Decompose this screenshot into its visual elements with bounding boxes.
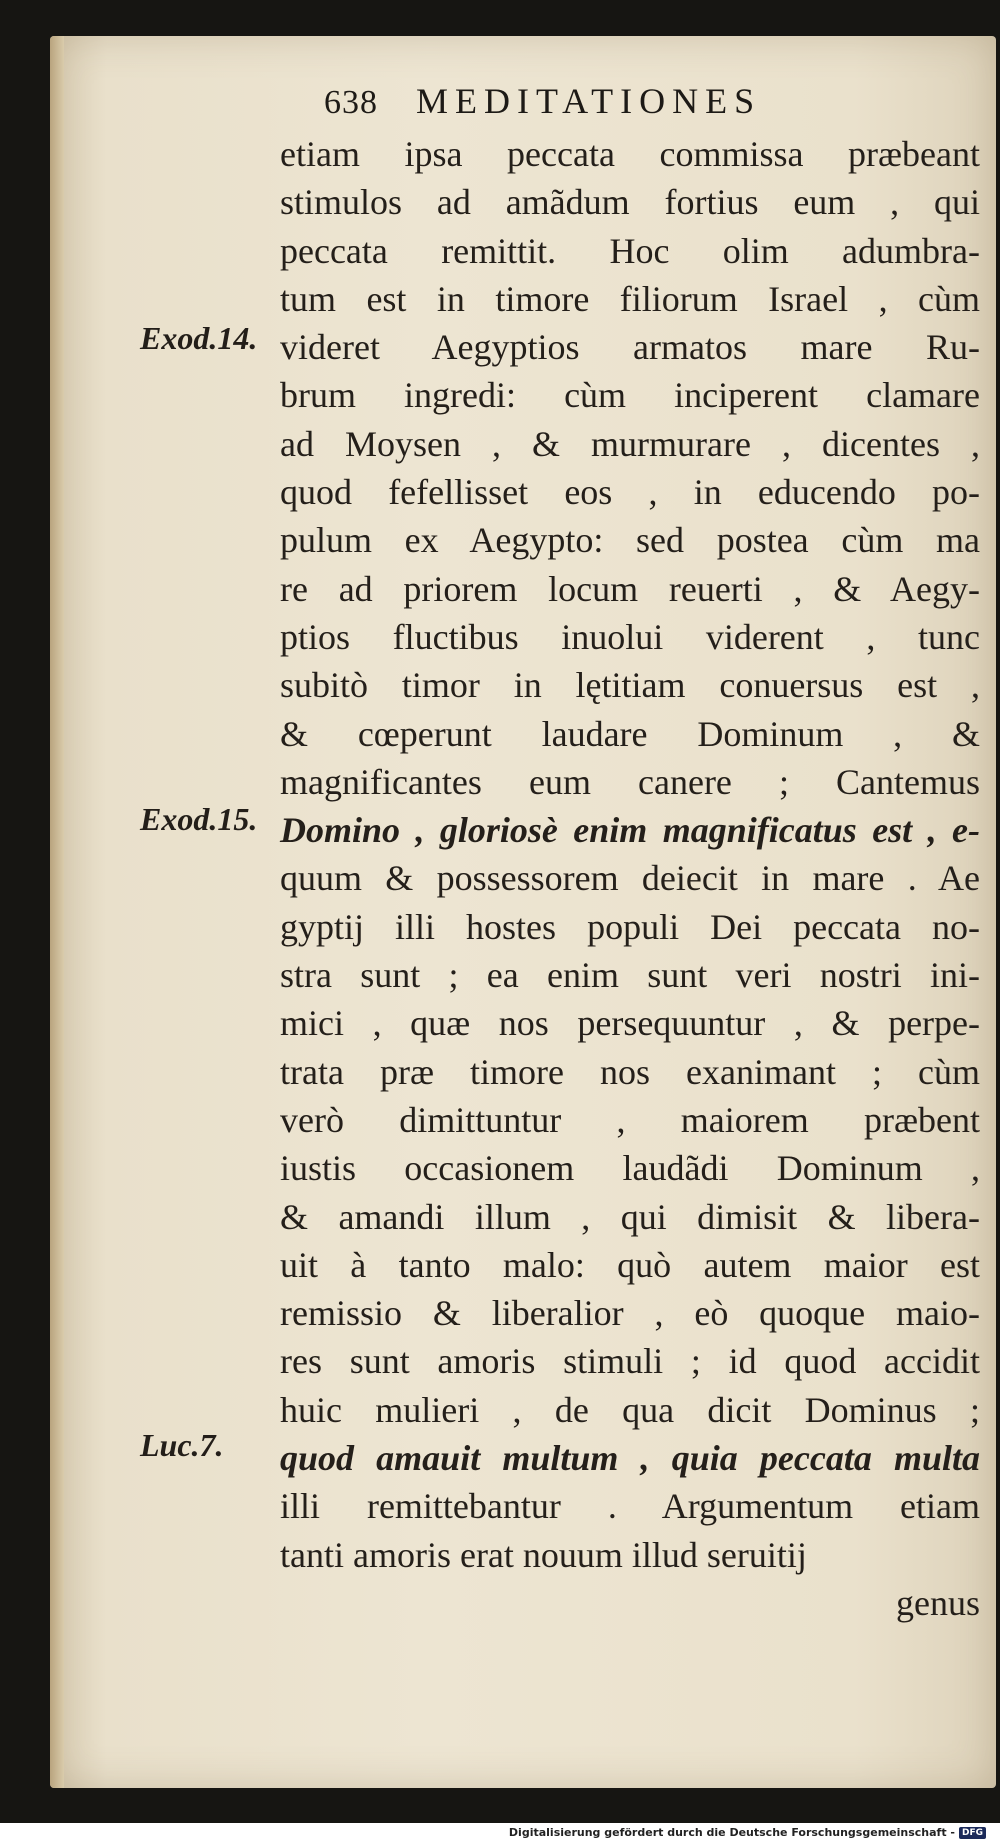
text-line: iustis occasionem laudãdi Dominum ,: [280, 1148, 980, 1189]
text-line: tum est in timore filiorum Israel , cùm: [280, 278, 980, 319]
text-line: quum & possessorem deiecit in mare . Ae: [280, 858, 980, 899]
text-line: trata præ timore nos exanimant ; cùm: [280, 1051, 980, 1092]
text-line: peccata remittit. Hoc olim adumbra-: [280, 230, 980, 271]
text-line-italic: quod amauit multum , quia peccata multa: [280, 1438, 980, 1479]
text-block: [280, 80, 980, 1627]
footer-credit: [509, 1826, 986, 1839]
text-line: magnificantes eum canere ; Cantemus: [280, 761, 980, 802]
text-line: huic mulieri , de qua dicit Dominus ;: [280, 1389, 980, 1430]
text-line: & amandi illum , qui dimisit & libera-: [280, 1196, 980, 1237]
text-line: re ad priorem locum reuerti , & Aegy-: [280, 568, 980, 609]
text-line: subitò timor in lętitiam conuersus est ,: [280, 665, 980, 706]
footer-credit-text: Digitalisierung gefördert durch die Deutsche Forschungsgemeinschaft -: [508, 1826, 955, 1839]
text-line: quod fefellisset eos , in educendo po-: [280, 472, 980, 513]
dfg-logo-icon: DFG: [959, 1827, 986, 1839]
text-line: tanti amoris erat nouum illud seruitij: [280, 1534, 807, 1575]
margin-note-luc-7: Luc.7.: [140, 1427, 224, 1463]
text-line: uit à tanto malo: quò autem maior est: [280, 1244, 980, 1285]
text-line: mici , quæ nos persequuntur , & perpe-: [280, 1003, 980, 1044]
text-line: remissio & liberalior , eò quoque maio-: [280, 1293, 980, 1334]
text-line: etiam ipsa peccata commissa præbeant: [280, 134, 980, 174]
text-line: illi remittebantur . Argumentum etiam: [280, 1486, 980, 1527]
text-line: brum ingredi: cùm inciperent clamare: [280, 375, 980, 416]
margin-note-exod-14: Exod.14.: [140, 320, 258, 356]
text-line: ad Moysen , & murmurare , dicentes ,: [280, 423, 980, 464]
text-line: & cœperunt laudare Dominum , &: [280, 713, 980, 754]
text-line: verò dimittuntur , maiorem præbent: [280, 1099, 980, 1140]
book-page: [50, 36, 996, 1788]
text-line: pulum ex Aegypto: sed postea cùm ma: [280, 520, 980, 561]
running-head: [280, 80, 980, 130]
text-line: ptios fluctibus inuolui viderent , tunc: [280, 616, 980, 657]
text-line: stra sunt ; ea enim sunt veri nostri ini-: [280, 955, 980, 996]
text-line: stimulos ad amãdum fortius eum , qui: [280, 182, 980, 223]
text-line: gyptij illi hostes populi Dei peccata no-: [280, 906, 980, 947]
text-line: videret Aegyptios armatos mare Ru-: [280, 327, 980, 368]
text-line-italic: Domino , gloriosè enim magnificatus est , e-: [280, 810, 980, 851]
catchword: genus: [896, 1582, 980, 1623]
page-number: 638: [324, 84, 378, 121]
text-line: res sunt amoris stimuli ; id quod accidit: [280, 1341, 980, 1382]
page-edge: [50, 36, 64, 1788]
running-title: MEDITATIONES: [416, 81, 762, 121]
margin-note-exod-15: Exod.15.: [140, 801, 258, 837]
